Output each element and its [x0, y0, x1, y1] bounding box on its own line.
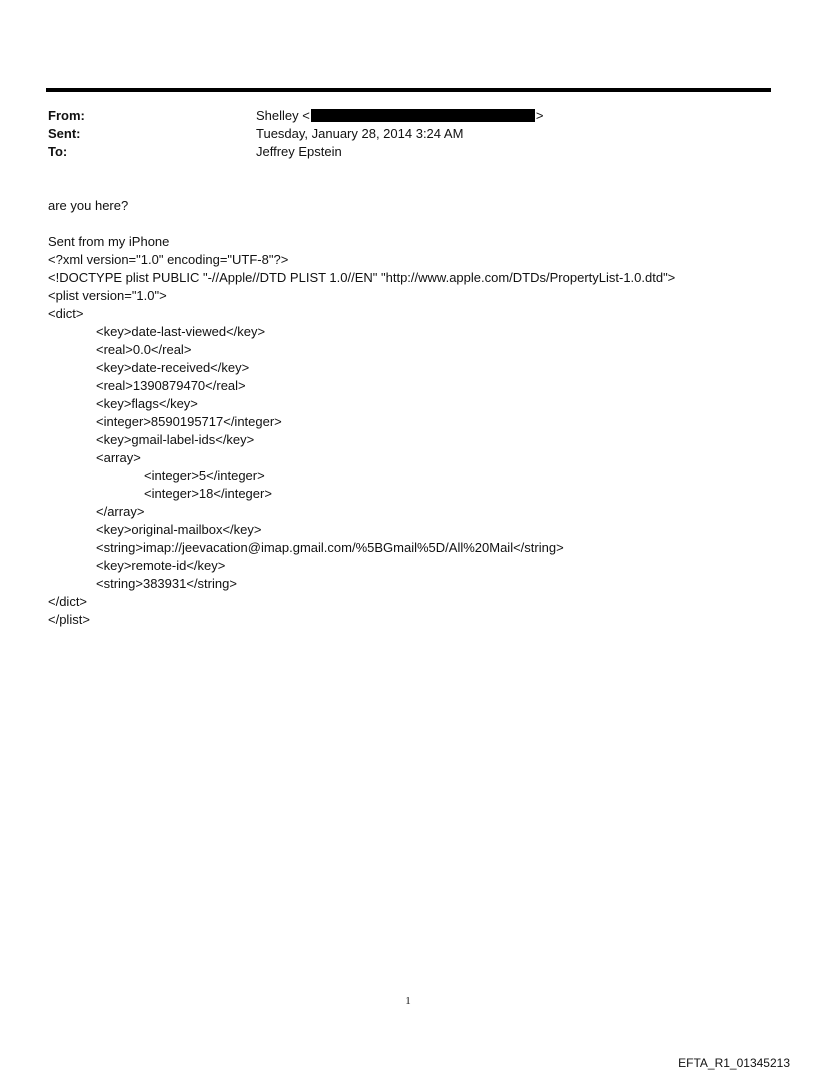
from-close: > — [535, 108, 544, 123]
xml-line: </array> — [96, 504, 145, 519]
from-name: Shelley < — [256, 108, 310, 123]
redaction-box — [311, 109, 535, 122]
xml-line: <string>imap://jeevacation@imap.gmail.com/%5BGmail%5D/All%20Mail</string> — [96, 540, 564, 555]
xml-line: <key>date-received</key> — [96, 360, 250, 375]
header-rule — [46, 88, 771, 92]
xml-line: <plist version="1.0"> — [48, 288, 167, 303]
sent-label: Sent: — [48, 126, 81, 141]
xml-line: <key>flags</key> — [96, 396, 198, 411]
xml-line: <real>1390879470</real> — [96, 378, 246, 393]
sent-value: Tuesday, January 28, 2014 3:24 AM — [256, 126, 464, 141]
bates-number: EFTA_R1_01345213 — [678, 1056, 790, 1070]
xml-line: <integer>8590195717</integer> — [96, 414, 282, 429]
xml-line: <dict> — [48, 306, 84, 321]
page-number: 1 — [405, 995, 411, 1007]
from-label: From: — [48, 108, 85, 123]
signature-text: Sent from my iPhone — [48, 234, 170, 249]
xml-line: <integer>5</integer> — [144, 468, 265, 483]
xml-line: <key>remote-id</key> — [96, 558, 226, 573]
message-text: are you here? — [48, 198, 129, 213]
xml-line: <key>original-mailbox</key> — [96, 522, 262, 537]
xml-line: <string>383931</string> — [96, 576, 237, 591]
xml-line: </dict> — [48, 594, 88, 609]
xml-line: <key>date-last-viewed</key> — [96, 324, 266, 339]
from-value — [256, 107, 543, 125]
xml-line: <integer>18</integer> — [144, 486, 272, 501]
xml-line: <real>0.0</real> — [96, 342, 192, 357]
xml-line: <key>gmail-label-ids</key> — [96, 432, 255, 447]
to-value: Jeffrey Epstein — [256, 144, 342, 159]
xml-line: <!DOCTYPE plist PUBLIC "-//Apple//DTD PLIST 1.0//EN" "http://www.apple.com/DTDs/PropertyList-1.0.dtd"> — [48, 270, 676, 285]
xml-line: <?xml version="1.0" encoding="UTF-8"?> — [48, 252, 289, 267]
to-label: To: — [48, 144, 68, 159]
xml-line: <array> — [96, 450, 141, 465]
xml-line: </plist> — [48, 612, 90, 627]
